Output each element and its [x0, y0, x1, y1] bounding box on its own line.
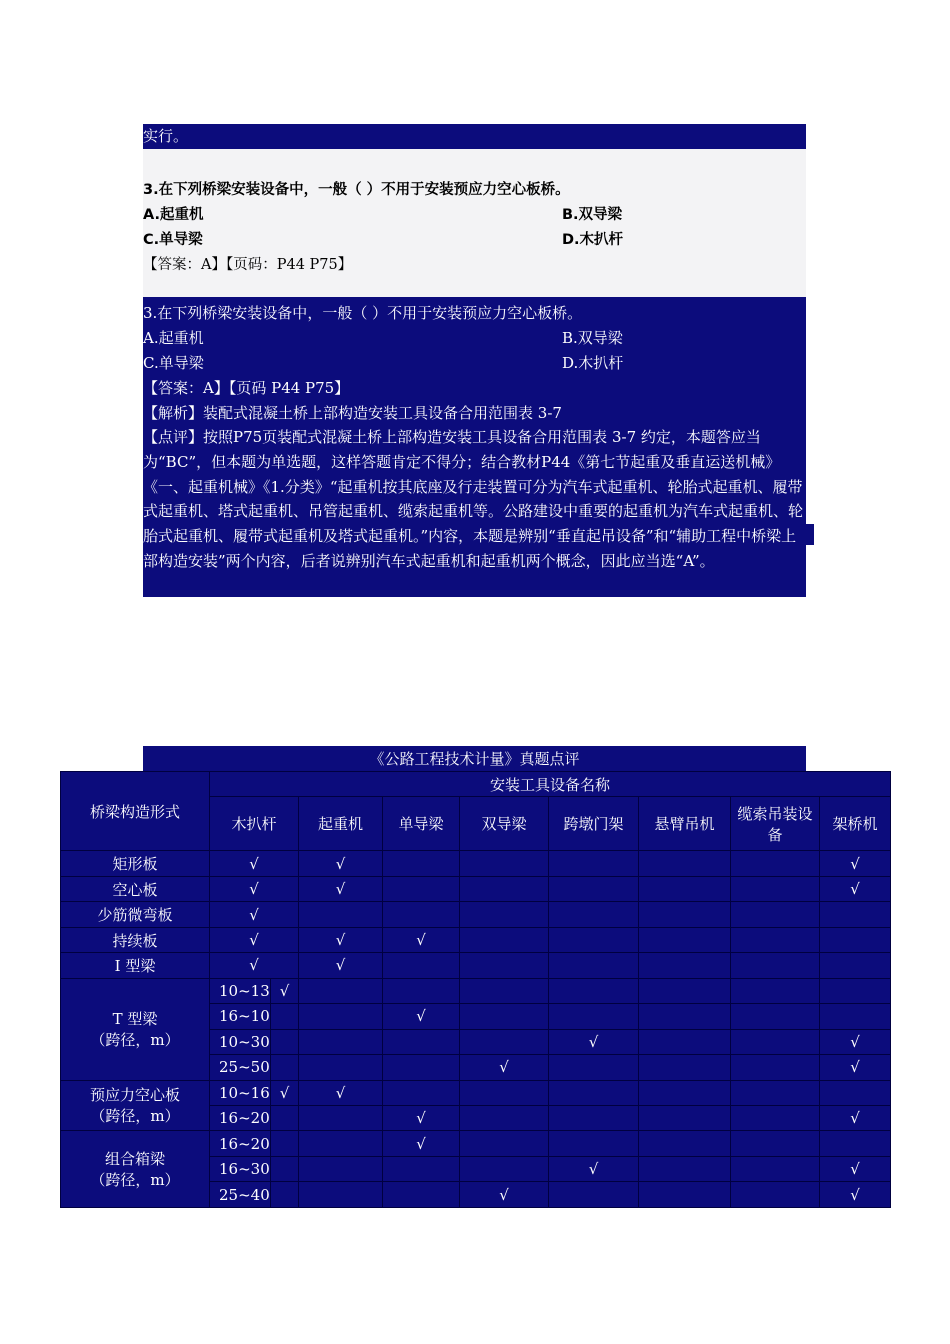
empty-cell: [383, 953, 460, 978]
empty-cell: [731, 851, 820, 876]
empty-cell: [639, 1029, 731, 1054]
row-label: 少筋微弯板: [61, 902, 210, 927]
table-row: [61, 902, 891, 927]
empty-cell: [549, 953, 639, 978]
table-row: [61, 851, 891, 876]
empty-cell: [731, 1156, 820, 1181]
empty-cell: [820, 1080, 891, 1105]
check-mark: √: [460, 1055, 549, 1080]
empty-cell: [299, 902, 383, 927]
empty-cell: [460, 927, 549, 952]
empty-cell: [549, 1105, 639, 1130]
empty-cell: [731, 1029, 820, 1054]
empty-cell: [460, 851, 549, 876]
check-mark: √: [210, 953, 299, 978]
empty-cell: [639, 1004, 731, 1029]
answer-line: 【答案：A】【页码 P44 P75】: [143, 379, 350, 397]
empty-cell: [271, 1055, 299, 1080]
span-range: 16~20: [210, 1105, 271, 1130]
table-row: [61, 1131, 891, 1156]
header-row: [61, 772, 891, 797]
empty-cell: [383, 1182, 460, 1208]
check-mark: √: [460, 1182, 549, 1208]
empty-cell: [549, 851, 639, 876]
row-label: I 型梁: [61, 953, 210, 978]
empty-cell: [639, 1105, 731, 1130]
check-mark: √: [820, 851, 891, 876]
empty-cell: [299, 1182, 383, 1208]
check-mark: √: [299, 851, 383, 876]
check-mark: √: [210, 927, 299, 952]
empty-cell: [460, 953, 549, 978]
question-block-navy: [143, 297, 806, 597]
check-mark: √: [299, 953, 383, 978]
empty-cell: [383, 851, 460, 876]
check-mark: √: [383, 927, 460, 952]
empty-cell: [299, 1105, 383, 1130]
empty-cell: [639, 1182, 731, 1208]
empty-cell: [549, 1131, 639, 1156]
empty-cell: [639, 1055, 731, 1080]
empty-cell: [820, 927, 891, 952]
option-c: C.单导梁: [143, 354, 204, 372]
empty-cell: [299, 1004, 383, 1029]
check-mark: √: [271, 978, 299, 1003]
empty-cell: [820, 1004, 891, 1029]
corner-header: 桥梁构造形式: [61, 772, 210, 851]
empty-cell: [639, 1156, 731, 1181]
question-stem: 3.在下列桥梁安装设备中，一般（ ）不用于安装预应力空心板桥。: [143, 182, 570, 198]
option-c: C.单导梁: [143, 232, 203, 248]
span-range: 25~50: [210, 1055, 271, 1080]
empty-cell: [549, 978, 639, 1003]
empty-cell: [820, 953, 891, 978]
empty-cell: [639, 851, 731, 876]
empty-cell: [299, 1029, 383, 1054]
equipment-table: [60, 771, 891, 1208]
empty-cell: [639, 953, 731, 978]
empty-cell: [383, 1156, 460, 1181]
empty-cell: [383, 1055, 460, 1080]
column-header: 悬臂吊机: [639, 797, 731, 851]
empty-cell: [383, 978, 460, 1003]
span-range: 16~10: [210, 1004, 271, 1029]
empty-cell: [460, 902, 549, 927]
check-mark: √: [549, 1029, 639, 1054]
check-mark: √: [820, 1029, 891, 1054]
check-mark: √: [299, 876, 383, 901]
table-row: [61, 927, 891, 952]
comment-paragraph: 【点评】按照P75页装配式混凝土桥上部构造安装工具设备合用范围表 3-7 约定，本题答应当为“BC”，但本题为单选题，这样答题肯定不得分；结合教材P44《第七节起重及垂直运送机械》《一、起重机械》《1.分类》“起重机按其底座及行走装置可分为汽车式起重机、轮胎式起重机、履带式起重机、塔式起重机、吊管起重机、缆索起重机等。公路建设中重要的起重机为汽车式起重机、轮胎式起重机、履带式起重机及塔式起重机。”内容，本题是辨别“垂直起吊设备”和“辅助工程中桥梁上部构造安装”两个内容，后者说辨别汽车式起重机和起重机两个概念，因此应当选“A”。: [143, 428, 804, 570]
empty-cell: [383, 876, 460, 901]
option-b: B.双导梁: [562, 207, 623, 223]
empty-cell: [271, 1029, 299, 1054]
check-mark: √: [271, 1080, 299, 1105]
check-mark: √: [549, 1156, 639, 1181]
empty-cell: [460, 978, 549, 1003]
empty-cell: [271, 1156, 299, 1181]
empty-cell: [549, 1004, 639, 1029]
option-a: A.起重机: [143, 329, 204, 347]
analysis-line: 【解析】装配式混凝土桥上部构造安装工具设备合用范围表 3-7: [143, 404, 562, 422]
check-mark: √: [210, 851, 299, 876]
row-label: 持续板: [61, 927, 210, 952]
empty-cell: [460, 1105, 549, 1130]
row-group-label: T 型梁 （跨径，m）: [61, 978, 210, 1080]
column-header: 双导梁: [460, 797, 549, 851]
empty-cell: [460, 1080, 549, 1105]
highlight-overflow: [806, 524, 814, 545]
table-row: [61, 1080, 891, 1105]
row-label: 矩形板: [61, 851, 210, 876]
check-mark: √: [383, 1105, 460, 1130]
table-title: 《公路工程技术计量》真题点评: [143, 746, 806, 772]
empty-cell: [731, 1182, 820, 1208]
empty-cell: [820, 978, 891, 1003]
check-mark: √: [820, 1156, 891, 1181]
empty-cell: [271, 1105, 299, 1130]
table-row: [61, 953, 891, 978]
empty-cell: [549, 1080, 639, 1105]
empty-cell: [820, 1131, 891, 1156]
empty-cell: [383, 902, 460, 927]
empty-cell: [731, 953, 820, 978]
span-range: 10~13: [210, 978, 271, 1003]
empty-cell: [383, 1029, 460, 1054]
option-b: B.双导梁: [562, 329, 623, 347]
check-mark: √: [383, 1004, 460, 1029]
empty-cell: [549, 1055, 639, 1080]
empty-cell: [731, 978, 820, 1003]
check-mark: √: [820, 1055, 891, 1080]
empty-cell: [383, 1080, 460, 1105]
check-mark: √: [820, 1105, 891, 1130]
empty-cell: [271, 1131, 299, 1156]
empty-cell: [731, 1131, 820, 1156]
question-block-gray: [143, 149, 806, 297]
empty-cell: [299, 978, 383, 1003]
empty-cell: [460, 1131, 549, 1156]
empty-cell: [731, 1004, 820, 1029]
span-range: 16~20: [210, 1131, 271, 1156]
empty-cell: [731, 876, 820, 901]
span-range: 10~30: [210, 1029, 271, 1054]
check-mark: √: [210, 876, 299, 901]
row-label: 空心板: [61, 876, 210, 901]
empty-cell: [549, 1182, 639, 1208]
question-stem: 3.在下列桥梁安装设备中，一般（ ）不用于安装预应力空心板桥。: [143, 304, 583, 322]
option-d: D.木扒杆: [562, 232, 624, 248]
empty-cell: [731, 927, 820, 952]
empty-cell: [460, 1004, 549, 1029]
empty-cell: [731, 1105, 820, 1130]
empty-cell: [731, 1055, 820, 1080]
column-header: 木扒杆: [210, 797, 299, 851]
span-range: 16~30: [210, 1156, 271, 1181]
table-row: [61, 978, 891, 1003]
option-d: D.木扒杆: [562, 354, 624, 372]
empty-cell: [639, 1131, 731, 1156]
empty-cell: [460, 1029, 549, 1054]
empty-cell: [639, 902, 731, 927]
check-mark: √: [820, 876, 891, 901]
strip-text: 实行。: [143, 127, 189, 145]
row-group-label: 预应力空心板 （跨径，m）: [61, 1080, 210, 1131]
row-group-label: 组合箱梁 （跨径，m）: [61, 1131, 210, 1208]
empty-cell: [299, 1055, 383, 1080]
empty-cell: [299, 1131, 383, 1156]
answer-line: 【答案：A】【页码：P44 P75】: [143, 257, 353, 273]
check-mark: √: [299, 927, 383, 952]
empty-cell: [731, 1080, 820, 1105]
column-header: 缆索吊装设备: [731, 797, 820, 851]
empty-cell: [639, 1080, 731, 1105]
check-mark: √: [299, 1080, 383, 1105]
continuation-strip: [143, 124, 806, 149]
empty-cell: [549, 876, 639, 901]
empty-cell: [460, 1156, 549, 1181]
empty-cell: [639, 927, 731, 952]
span-range: 10~16: [210, 1080, 271, 1105]
check-mark: √: [210, 902, 299, 927]
span-range: 25~40: [210, 1182, 271, 1208]
empty-cell: [460, 876, 549, 901]
empty-cell: [820, 902, 891, 927]
empty-cell: [271, 1004, 299, 1029]
empty-cell: [549, 902, 639, 927]
empty-cell: [549, 927, 639, 952]
column-header: 单导梁: [383, 797, 460, 851]
column-header: 起重机: [299, 797, 383, 851]
check-mark: √: [383, 1131, 460, 1156]
check-mark: √: [820, 1182, 891, 1208]
column-header: 跨墩门架: [549, 797, 639, 851]
empty-cell: [639, 876, 731, 901]
option-a: A.起重机: [143, 207, 204, 223]
group-header: 安装工具设备名称: [210, 772, 891, 797]
empty-cell: [639, 978, 731, 1003]
table-row: [61, 876, 891, 901]
empty-cell: [731, 902, 820, 927]
column-header: 架桥机: [820, 797, 891, 851]
empty-cell: [271, 1182, 299, 1208]
empty-cell: [299, 1156, 383, 1181]
